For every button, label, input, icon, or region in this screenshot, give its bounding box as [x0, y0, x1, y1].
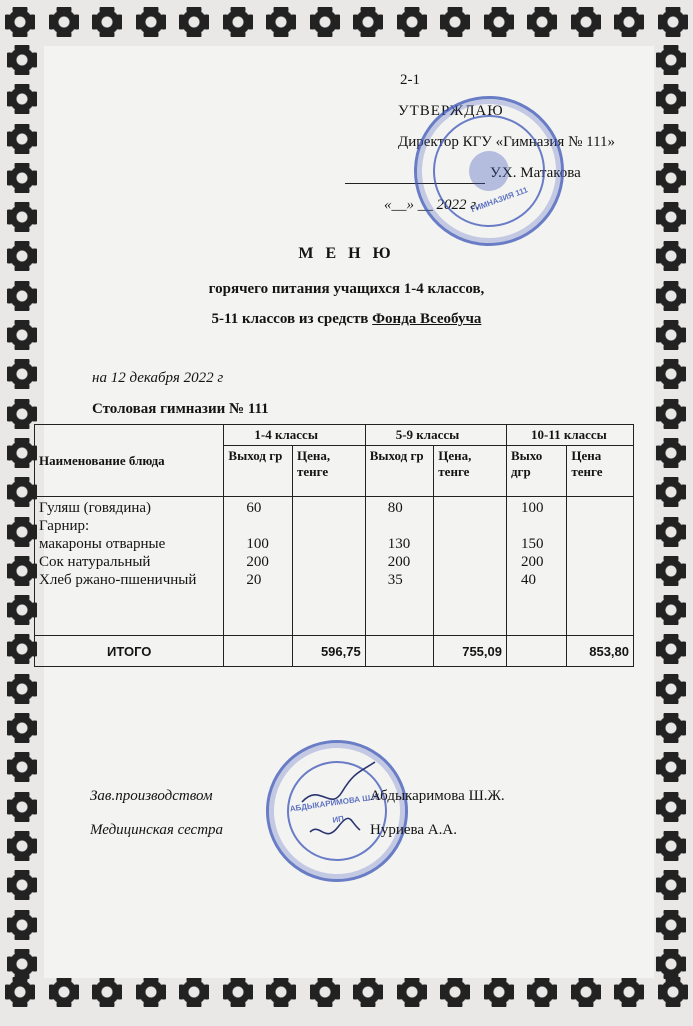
- flower-ornament-icon: [6, 830, 38, 862]
- flower-ornament-icon: [655, 673, 687, 705]
- col-g1-price: Цена, тенге: [293, 446, 366, 497]
- yield-value: 35: [387, 572, 403, 588]
- flower-ornament-icon: [352, 6, 384, 38]
- stamp-center-text: ГИМНАЗИЯ 111: [469, 185, 530, 215]
- ip-stamp-text: АБДЫКАРИМОВА Ш.Ж.: [289, 791, 383, 814]
- flower-ornament-icon: [396, 6, 428, 38]
- flower-ornament-icon: [265, 6, 297, 38]
- flower-ornament-icon: [655, 162, 687, 194]
- menu-table: [34, 424, 634, 667]
- flower-ornament-icon: [657, 976, 689, 1008]
- yield-value: 100: [246, 536, 269, 552]
- flower-ornament-icon: [6, 162, 38, 194]
- director-name: У.Х. Матакова: [490, 165, 581, 181]
- flower-ornament-icon: [655, 712, 687, 744]
- name-nurse: Нуриева А.А.: [370, 822, 457, 838]
- col-g1-yield: Выход гр: [224, 446, 293, 497]
- yield-value: 20: [246, 572, 262, 588]
- group-header-5-9: 5-9 классы: [365, 425, 506, 446]
- flower-ornament-icon: [6, 123, 38, 155]
- menu-title: М Е Н Ю: [298, 245, 395, 262]
- flower-ornament-icon: [655, 44, 687, 76]
- director-title: Директор КГУ «Гимназия № 111»: [398, 134, 616, 150]
- g2-price-cell: [434, 497, 507, 636]
- flower-ornament-icon: [48, 976, 80, 1008]
- flower-ornament-icon: [655, 594, 687, 626]
- flower-ornament-icon: [48, 6, 80, 38]
- flower-ornament-icon: [655, 358, 687, 390]
- dish-item: Гарнир:: [39, 518, 90, 534]
- dish-item: макароны отварные: [39, 536, 166, 552]
- flower-ornament-icon: [6, 358, 38, 390]
- fund-name: Фонда Всеобуча: [372, 311, 482, 327]
- dish-item: Сок натуральный: [39, 554, 151, 570]
- approval-date: «__» __ 2022 г.: [384, 197, 480, 213]
- total-g1: 596,75: [293, 636, 366, 667]
- flower-ornament-icon: [178, 6, 210, 38]
- yield-blank: [246, 517, 288, 535]
- yield-blank: [521, 517, 562, 535]
- flower-ornament-icon: [6, 751, 38, 783]
- g3-yield-cell: [506, 497, 566, 636]
- flower-ornament-icon: [655, 123, 687, 155]
- flower-ornament-icon: [613, 6, 645, 38]
- yield-value: 200: [520, 554, 544, 570]
- g3-price-cell: [567, 497, 634, 636]
- dish-item: Хлеб ржано-пшеничный: [39, 572, 197, 588]
- total-empty: [365, 636, 434, 667]
- flower-ornament-icon: [4, 976, 36, 1008]
- flower-ornament-icon: [222, 6, 254, 38]
- flower-ornament-icon: [655, 633, 687, 665]
- subtitle-prefix: 5-11 классов из средств: [211, 311, 373, 327]
- yield-value: 150: [520, 536, 544, 552]
- flower-ornament-icon: [439, 6, 471, 38]
- total-g2: 755,09: [434, 636, 507, 667]
- flower-ornament-icon: [91, 976, 123, 1008]
- flower-ornament-icon: [439, 976, 471, 1008]
- ip-stamp-sub: ИП: [331, 814, 345, 825]
- total-empty: [506, 636, 566, 667]
- flower-ornament-icon: [570, 976, 602, 1008]
- flower-ornament-icon: [91, 6, 123, 38]
- menu-subtitle-2: [0, 311, 693, 328]
- flower-ornament-icon: [135, 6, 167, 38]
- flower-ornament-icon: [6, 869, 38, 901]
- flower-ornament-icon: [655, 830, 687, 862]
- flower-ornament-icon: [483, 6, 515, 38]
- group-header-10-11: 10-11 классы: [506, 425, 633, 446]
- flower-ornament-icon: [483, 976, 515, 1008]
- table-row-dishes: [35, 497, 634, 636]
- flower-ornament-icon: [178, 976, 210, 1008]
- col-dish-name: Наименование блюда: [35, 425, 224, 497]
- flower-ornament-icon: [222, 976, 254, 1008]
- canteen-name: Столовая гимназии № 111: [92, 401, 269, 417]
- flower-ornament-icon: [4, 6, 36, 38]
- yield-blank: [388, 517, 430, 535]
- name-production-head: Абдыкаримова Ш.Ж.: [370, 788, 505, 804]
- total-empty: [224, 636, 293, 667]
- table-total-row: [35, 636, 634, 667]
- col-g2-price: Цена, тенге: [434, 446, 507, 497]
- flower-ornament-icon: [396, 976, 428, 1008]
- flower-ornament-icon: [265, 976, 297, 1008]
- col-g3-price: Цена тенге: [567, 446, 634, 497]
- flower-ornament-icon: [655, 948, 687, 980]
- appendix-number: 2-1: [400, 72, 420, 88]
- flower-ornament-icon: [6, 44, 38, 76]
- flower-ornament-icon: [613, 976, 645, 1008]
- yield-value: 60: [246, 500, 262, 516]
- flower-ornament-icon: [526, 6, 558, 38]
- dish-list-cell: [35, 497, 224, 636]
- col-g2-yield: Выход гр: [365, 446, 434, 497]
- flower-ornament-icon: [655, 869, 687, 901]
- flower-ornament-icon: [6, 201, 38, 233]
- col-g3-yield: Выхо дгр: [506, 446, 566, 497]
- flower-ornament-icon: [655, 476, 687, 508]
- flower-ornament-icon: [6, 791, 38, 823]
- flower-ornament-icon: [309, 976, 341, 1008]
- role-production-head: Зав.производством: [90, 788, 213, 804]
- flower-ornament-icon: [655, 555, 687, 587]
- flower-ornament-icon: [6, 83, 38, 115]
- yield-value: 200: [246, 554, 269, 570]
- group-header-1-4: 1-4 классы: [224, 425, 365, 446]
- flower-ornament-icon: [655, 437, 687, 469]
- flower-ornament-icon: [655, 201, 687, 233]
- flower-ornament-icon: [655, 791, 687, 823]
- flower-ornament-icon: [309, 6, 341, 38]
- yield-value: 40: [520, 572, 536, 588]
- g1-price-cell: [293, 497, 366, 636]
- right-flower-border: [651, 44, 691, 980]
- yield-value: 130: [387, 536, 411, 552]
- approve-heading: УТВЕРЖДАЮ: [398, 103, 504, 119]
- table-header-row: [35, 425, 634, 446]
- total-label: ИТОГО: [35, 636, 224, 667]
- flower-ornament-icon: [135, 976, 167, 1008]
- flower-ornament-icon: [655, 83, 687, 115]
- flower-ornament-icon: [570, 6, 602, 38]
- dish-item: Гуляш (говядина): [39, 500, 152, 516]
- flower-ornament-icon: [655, 398, 687, 430]
- g1-yield-cell: [224, 497, 293, 636]
- flower-ornament-icon: [655, 751, 687, 783]
- flower-ornament-icon: [657, 6, 689, 38]
- menu-date: на 12 декабря 2022 г: [92, 370, 224, 386]
- yield-value: 80: [387, 500, 403, 516]
- flower-ornament-icon: [6, 673, 38, 705]
- flower-ornament-icon: [6, 712, 38, 744]
- yield-value: 200: [387, 554, 411, 570]
- flower-ornament-icon: [655, 909, 687, 941]
- flower-ornament-icon: [655, 516, 687, 548]
- menu-subtitle-1: горячего питания учащихся 1-4 классов,: [208, 281, 485, 297]
- flower-ornament-icon: [352, 976, 384, 1008]
- flower-ornament-icon: [526, 976, 558, 1008]
- g2-yield-cell: [365, 497, 434, 636]
- role-nurse: Медицинская сестра: [90, 822, 224, 838]
- total-g3: 853,80: [567, 636, 634, 667]
- flower-ornament-icon: [6, 909, 38, 941]
- yield-value: 100: [520, 500, 544, 516]
- bottom-flower-border: [0, 976, 693, 1026]
- flower-ornament-icon: [6, 948, 38, 980]
